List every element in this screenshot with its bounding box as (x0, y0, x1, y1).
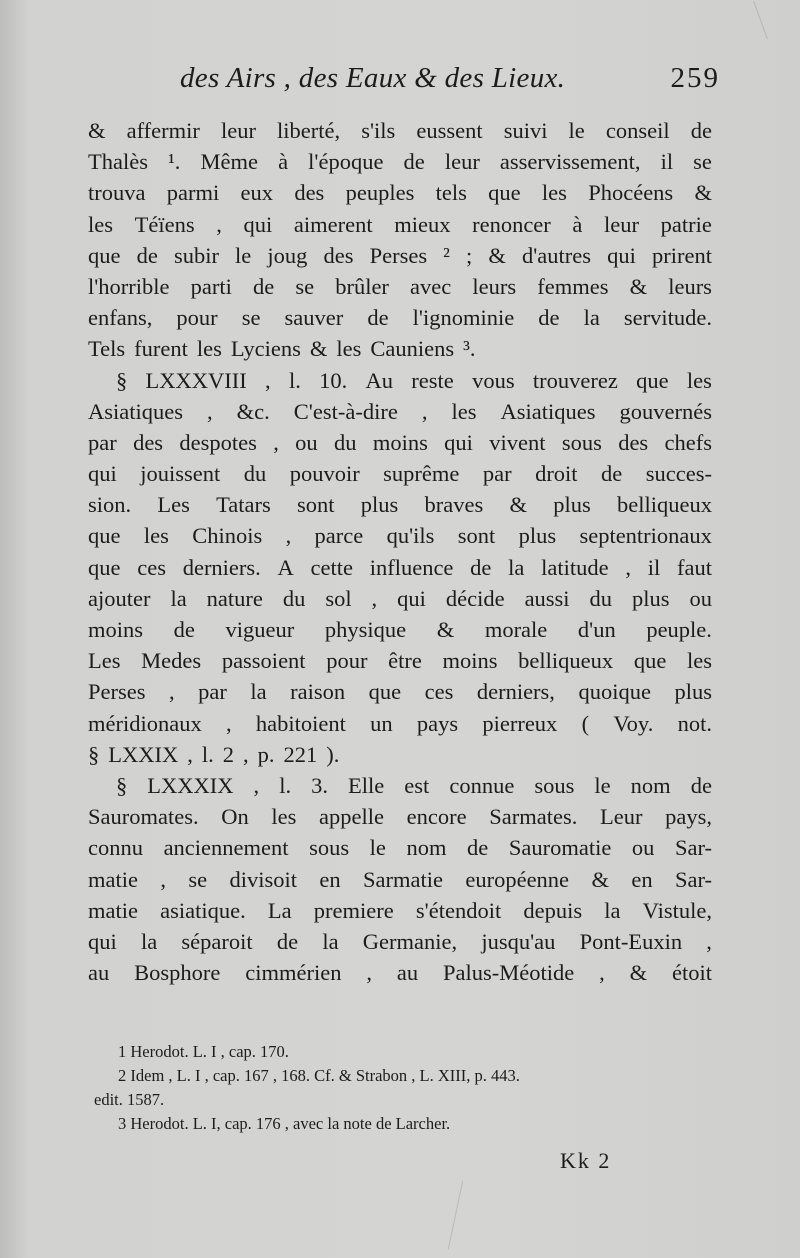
text-line: Perses , par la raison que ces derniers, quoique plus (88, 679, 712, 705)
text-line: Thalès ¹. Même à l'époque de leur asservissement, il se (88, 149, 712, 175)
text-line: matie , se divisoit en Sarmatie européenne & en Sar- (88, 866, 712, 892)
text-line: connu anciennement sous le nom de Sauromatie ou Sar- (88, 835, 712, 861)
footnote: 1 Herodot. L. I , cap. 170. (118, 1042, 289, 1061)
text-line: méridionaux , habitoient un pays pierreux ( Voy. not. (88, 710, 712, 736)
text-line: par des despotes , ou du moins qui vivent sous des chefs (88, 429, 712, 455)
text-line: que les Chinois , parce qu'ils sont plus septentrionaux (88, 523, 712, 549)
text-line: trouva parmi eux des peuples tels que les Phocéens & (88, 180, 712, 206)
paper-scratch (753, 1, 768, 39)
text-line: que ces derniers. A cette influence de la latitude , il faut (88, 554, 712, 580)
footnotes (94, 1040, 718, 1136)
text-line: qui jouissent du pouvoir suprême par droit de succes- (88, 461, 712, 487)
page-number: 259 (670, 62, 720, 94)
signature-mark: Kk 2 (560, 1148, 612, 1173)
text-line: § LXXIX , l. 2 , p. 221 ). (88, 741, 340, 767)
text-line: matie asiatique. La premiere s'étendoit depuis la Vistule, (88, 897, 712, 923)
text-line: ajouter la nature du sol , qui décide aussi du plus ou (88, 585, 712, 611)
text-line: & affermir leur liberté, s'ils eussent suivi le conseil de (88, 118, 712, 143)
text-line: les Téïens , qui aimerent mieux renoncer à leur patrie (88, 211, 712, 237)
text-line: Sauromates. On les appelle encore Sarmates. Leur pays, (88, 804, 712, 830)
text-line: moins de vigueur physique & morale d'un peuple. (88, 617, 712, 642)
paper-scratch (448, 1181, 464, 1250)
footnote: 2 Idem , L. I , cap. 167 , 168. Cf. & Strabon , L. XIII, p. 443. (118, 1066, 520, 1085)
text-line: que de subir le joug des Perses ² ; & d'autres qui prirent (88, 242, 712, 268)
footnote: edit. 1587. (94, 1090, 165, 1109)
running-header (180, 62, 720, 95)
text-line: Les Medes passoient pour être moins belliqueux que les (88, 648, 712, 674)
text-line: enfans, pour se sauver de l'ignominie de la servitude. (88, 305, 712, 331)
text-line: au Bosphore cimmérien , au Palus-Méotide , & étoit (88, 960, 712, 986)
text-line: l'horrible parti de se brûler avec leurs femmes & leurs (88, 273, 712, 299)
text-line: Asiatiques , &c. C'est-à-dire , les Asiatiques gouvernés (88, 398, 712, 424)
footnote: 3 Herodot. L. I, cap. 176 , avec la note de Larcher. (118, 1114, 451, 1133)
text-line: § LXXXVIII , l. 10. Au reste vous trouverez que les (116, 367, 712, 393)
text-line: Tels furent les Lyciens & les Cauniens ³. (88, 336, 476, 362)
text-line: qui la séparoit de la Germanie, jusqu'au Pont-Euxin , (88, 928, 712, 954)
body-text (88, 115, 712, 988)
running-title: des Airs , des Eaux & des Lieux. (180, 62, 566, 94)
text-line: § LXXXIX , l. 3. Elle est connue sous le nom de (116, 772, 712, 798)
text-line: sion. Les Tatars sont plus braves & plus belliqueux (88, 492, 712, 518)
